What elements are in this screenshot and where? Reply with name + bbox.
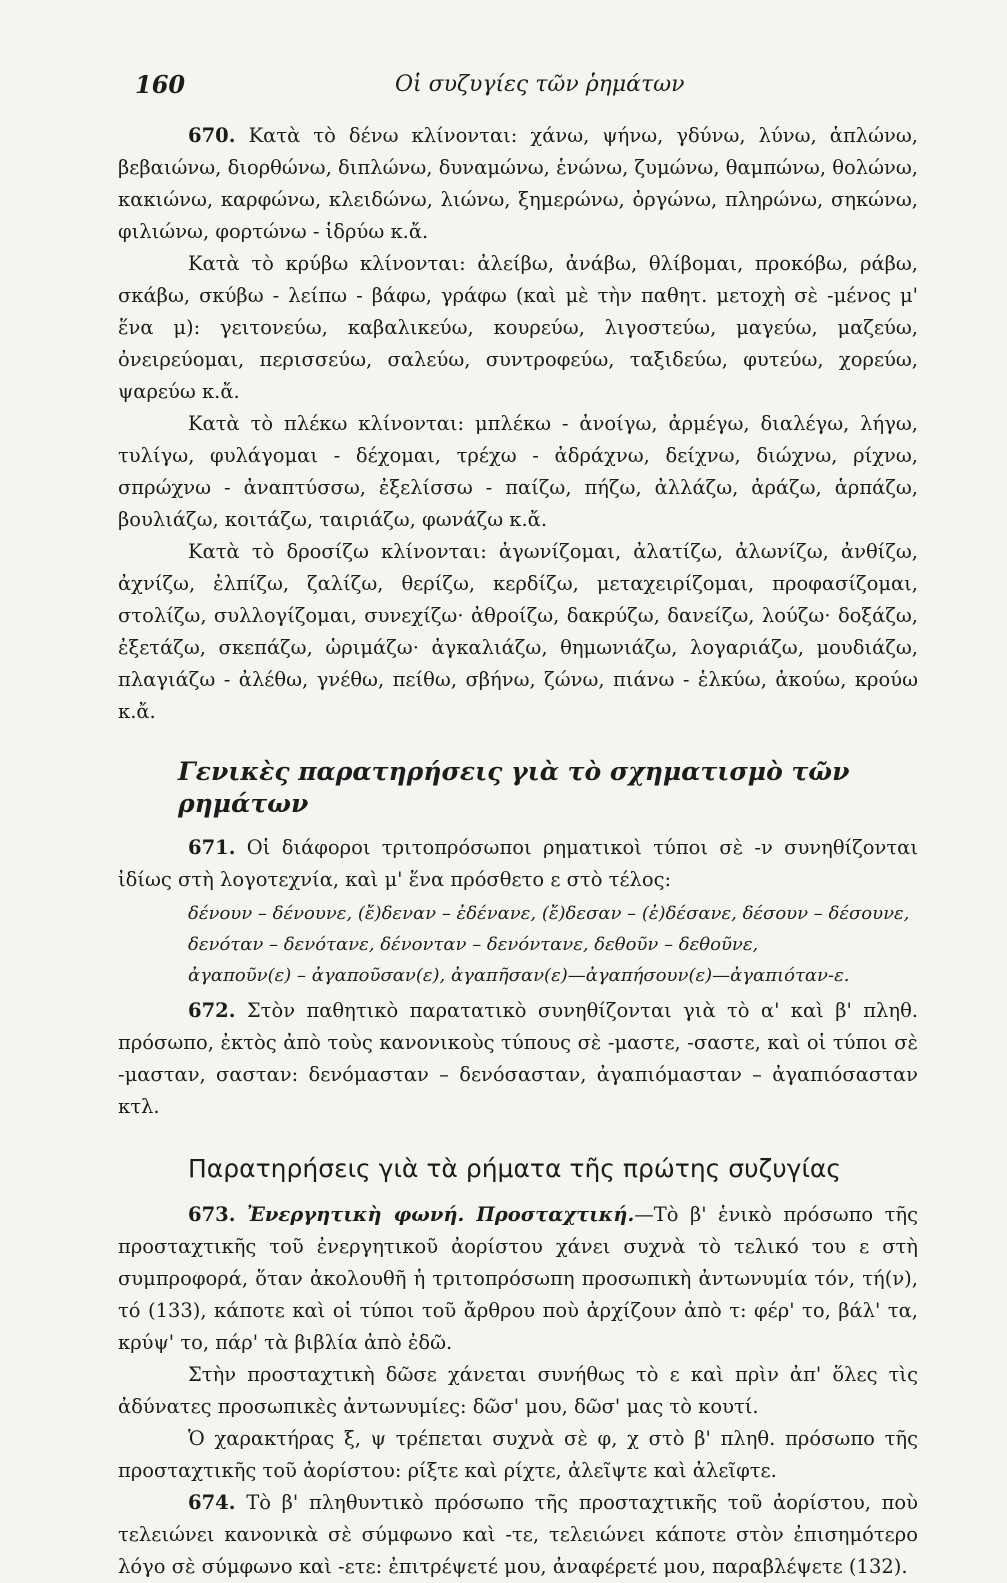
example-list — [188, 898, 918, 991]
paragraph-number: 671. — [188, 836, 236, 859]
paragraph-670-drosizo: Κατὰ τὸ δροσίζω κλίνονται: ἀγωνίζομαι, ἀλατίζω, ἀλωνίζω, ἀνθίζω, ἀχνίζω, ἐλπίζω, ζαλίζω, θερίζω, κερδίζω, μεταχειρίζομαι, προφασίζομαι, στολίζω, συλλογίζομαι, συνεχίζω· ἀθροίζω, δακρύζω, δανείζω, λούζω· δοξάζω, ἐξετάζω, σκεπάζω, ὡριμάζω· ἀγκαλιάζω, θημωνιάζω, λογαριάζω, μουδιάζω, πλαγιάζω - ἀλέθω, γνέθω, πείθω, σβήνω, ζώνω, πιάνω - ἑλκύω, ἀκούω, κρούω κ.ἄ. — [118, 540, 918, 723]
paragraph-673-character: Ὁ χαρακτήρας ξ, ψ τρέπεται συχνὰ σὲ φ, χ στὸ β' πληθ. πρόσωπο τῆς προσταχτικῆς τοῦ ἀορίστου: ρίξτε καὶ ρίχτε, ἀλεῖψτε καὶ ἀλεῖφτε. — [118, 1427, 918, 1482]
paragraph-670-krybo: Κατὰ τὸ κρύβω κλίνονται: ἀλείβω, ἀνάβω, θλίβομαι, προκόβω, ράβω, σκάβω, σκύβω - λείπω - βάφω, γράφω (καὶ μὲ τὴν παθητ. μετοχὴ σὲ -μένος μ' ἕνα μ): γειτονεύω, καβαλικεύω, κουρεύω, λιγοστεύω, μαγεύω, μαζεύω, ὀνειρεύομαι, περισσεύω, σαλεύω, συντροφεύω, ταξιδεύω, φυτεύω, χορεύω, ψαρεύω κ.ἄ. — [118, 252, 918, 403]
paragraph-lead: Ἐνεργητικὴ φωνή. Προσταχτική. — [246, 1203, 635, 1226]
example-line: δενόταν – δενότανε, δένονταν – δενόντανε, δεθοῦν – δεθοῦνε, — [188, 934, 759, 955]
paragraph-text: Στὸν παθητικὸ παρατατικὸ συνηθίζονται γιὰ τὸ α' καὶ β' πληθ. πρόσωπο, ἐκτὸς ἀπὸ τοὺς κανονικοὺς τύπους σὲ -μαστε, -σαστε, καὶ οἱ τύποι σὲ -μασταν, σασταν: δενόμασταν – δενόσασταν, ἀγαπιόμασταν – ἀγαπιόσασταν κτλ. — [118, 999, 919, 1118]
paragraph-number: 674. — [188, 1491, 236, 1514]
running-head — [135, 70, 895, 100]
paragraph-671 — [118, 832, 918, 896]
paragraph-670 — [118, 120, 918, 248]
paragraph-673-dose: Στὴν προσταχτικὴ δῶσε χάνεται συνήθως τὸ ε καὶ πρὶν ἀπ' ὅλες τὶς ἀδύνατες προσωπικὲς ἀντωνυμίες: δῶσ' μου, δῶσ' μας τὸ κουτί. — [118, 1363, 918, 1418]
page-number: 160 — [135, 70, 186, 99]
paragraph-text: Κατὰ τὸ δένω κλίνονται: χάνω, ψήνω, γδύνω, λύνω, ἁπλώνω, βεβαιώνω, διορθώνω, διπλώνω, δυναμώνω, ἑνώνω, ζυμώνω, θαμπώνω, θολώνω, κακιώνω, καρφώνω, κλειδώνω, λιώνω, ξημερώνω, ὀργώνω, πληρώνω, σηκώνω, φιλιώνω, φορτώνω - ἱδρύω κ.ἄ. — [118, 124, 919, 243]
paragraph-674 — [118, 1487, 918, 1583]
paragraph-text: Τὸ β' πληθυντικὸ πρόσωπο τῆς προσταχτικῆς τοῦ ἀορίστου, ποὺ τελειώνει κανονικὰ σὲ σύμφωνο καὶ -τε, τελειώνει κάποτε στὸν ἐπισημότερο λόγο σὲ σύμφωνο καὶ -ετε: ἐπιτρέψετέ μου, ἀναφέρετέ μου, παραβλέψετε (132). — [118, 1491, 918, 1578]
paragraph-672 — [118, 995, 918, 1123]
paragraph-text: Οἱ διάφοροι τριτοπρόσωποι ρηματικοὶ τύποι σὲ -ν συνηθίζονται ἰδίως στὴ λογοτεχνία, καὶ μ' ἕνα πρόσθετο ε στὸ τέλος: — [118, 836, 918, 891]
section-heading-general: Γενικὲς παρατηρήσεις γιὰ τὸ σχηματισμὸ τῶν ρημάτων — [178, 757, 850, 818]
example-line: δένουν – δένουνε, (ἔ)δεναν – ἐδένανε, (ἔ)δεσαν – (ἐ)δέσανε, δέσουν – δέσουνε, — [188, 903, 910, 924]
paragraph-670-pleko: Κατὰ τὸ πλέκω κλίνονται: μπλέκω - ἀνοίγω, ἀρμέγω, διαλέγω, λήγω, τυλίγω, φυλάγομαι - δέχομαι, τρέχω - ἀδράχνω, δείχνω, διώχνω, ρίχνω, σπρώχνω - ἀναπτύσσω, ἐξελίσσω - παίζω, πήζω, ἀλλάζω, ἀράζω, ἁρπάζω, βουλιάζω, κοιτάζω, ταιριάζω, φωνάζω κ.ἄ. — [118, 412, 918, 531]
running-title: Οἱ συζυγίες τῶν ῥημάτων — [395, 72, 685, 97]
paragraph-number: 672. — [188, 999, 236, 1022]
page-body — [118, 120, 918, 1583]
section-heading-first-conjugation: Παρατηρήσεις γιὰ τὰ ρήματα τῆς πρώτης συζυγίας — [188, 1154, 842, 1183]
paragraph-673 — [118, 1199, 918, 1359]
paragraph-number: 670. — [188, 124, 236, 147]
paragraph-number: 673. — [188, 1203, 236, 1226]
paragraph-text: —Τὸ β' ἑνικὸ πρόσωπο τῆς προσταχτικῆς τοῦ ἐνεργητικοῦ ἀορίστου χάνει συχνὰ τὸ τελικό του ε στὴ συμπροφορά, ὅταν ἀκολουθῆ ἡ τριτοπρόσωπη προσωπικὴ ἀντωνυμία τόν, τή(ν), τό (133), κάποτε καὶ οἱ τύποι τοῦ ἄρθρου ποὺ ἀρχίζουν ἀπὸ τ: φέρ' το, βάλ' τα, κρύψ' το, πάρ' τὰ βιβλία ἀπὸ ἐδῶ. — [118, 1203, 918, 1354]
example-line: ἀγαποῦν(ε) – ἀγαποῦσαν(ε), ἀγαπῆσαν(ε)—ἀγαπήσουν(ε)—ἀγαπιόταν-ε. — [188, 965, 850, 986]
